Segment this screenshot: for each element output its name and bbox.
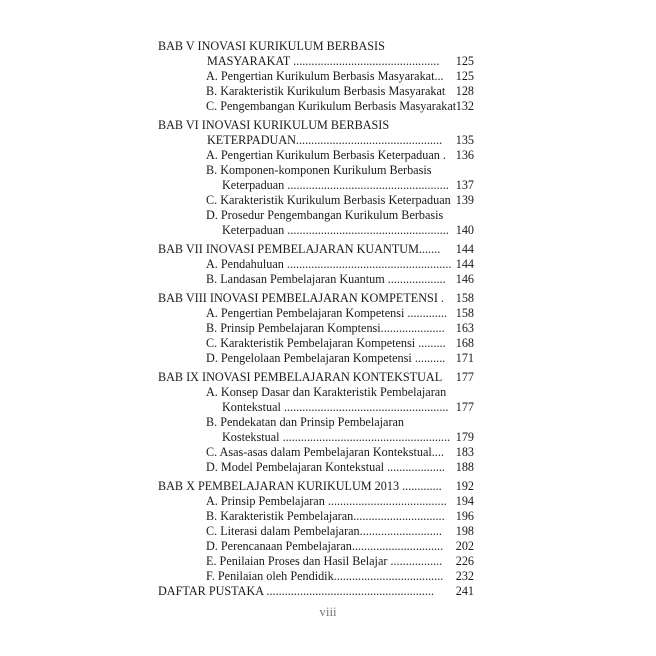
- toc-entry-title: A. Pengertian Pembelajaran Kompetensi .............: [206, 306, 447, 320]
- toc-entry-line: [158, 430, 474, 445]
- toc-page-number: 198: [455, 524, 474, 538]
- toc-page-number: 196: [455, 509, 474, 523]
- toc-chapter-line: [158, 291, 474, 306]
- toc-entry-title: D. Perencanaan Pembelajaran..............................: [206, 539, 444, 553]
- toc-entry-line: [158, 148, 474, 163]
- toc-entry-title: BAB VIII INOVASI PEMBELAJARAN KOMPETENSI .: [158, 291, 444, 305]
- toc-entry-line: [158, 69, 474, 84]
- toc-entry-title: BAB IX INOVASI PEMBELAJARAN KONTEKSTUAL: [158, 370, 443, 384]
- toc-page-number: 179: [455, 430, 474, 444]
- toc-entry-title: KETERPADUAN................................................: [207, 133, 443, 147]
- toc-page-number: 177: [455, 370, 474, 384]
- toc-entry-title: A. Prinsip Pembelajaran .......................................: [206, 494, 447, 508]
- toc-entry-line: [158, 569, 474, 584]
- toc-page-number: 168: [455, 336, 474, 350]
- toc-entry-line: [158, 178, 474, 193]
- toc-entry-line: [158, 208, 474, 223]
- toc-page-number: 158: [455, 306, 474, 320]
- toc-entry-line: [158, 133, 474, 148]
- toc-page-number: 158: [455, 291, 474, 305]
- table-of-contents: [158, 39, 474, 599]
- toc-entry-line: [158, 223, 474, 238]
- toc-entry-title: E. Penilaian Proses dan Hasil Belajar .................: [206, 554, 443, 568]
- toc-entry-line: [158, 272, 474, 287]
- toc-chapter-line: [158, 479, 474, 494]
- toc-entry-title: Keterpaduan .....................................................: [222, 223, 449, 237]
- toc-entry-title: Keterpaduan .....................................................: [222, 178, 449, 192]
- toc-page-number: 171: [455, 351, 474, 365]
- toc-entry-title: C. Karakteristik Kurikulum Berbasis Keterpaduan: [206, 193, 451, 207]
- toc-entry-title: C. Literasi dalam Pembelajaran...........................: [206, 524, 442, 538]
- toc-chapter-line: [158, 39, 474, 54]
- toc-entry-line: [158, 306, 474, 321]
- toc-entry-title: B. Prinsip Pembelajaran Komptensi.....................: [206, 321, 445, 335]
- toc-entry-line: [158, 539, 474, 554]
- toc-entry-title: A. Pengertian Kurikulum Berbasis Keterpaduan .: [206, 148, 446, 162]
- toc-page-number: 140: [455, 223, 474, 237]
- toc-page-number: 241: [455, 584, 474, 598]
- toc-entry-line: [158, 415, 474, 430]
- toc-entry-line: [158, 54, 474, 69]
- toc-chapter-line: [158, 118, 474, 133]
- toc-page-number: 226: [455, 554, 474, 568]
- toc-page-number: 163: [455, 321, 474, 335]
- toc-entry-line: [158, 84, 474, 99]
- toc-entry-title: BAB X PEMBELAJARAN KURIKULUM 2013 .............: [158, 479, 442, 493]
- toc-entry-line: [158, 193, 474, 208]
- toc-page-number: 194: [455, 494, 474, 508]
- toc-entry-line: [158, 163, 474, 178]
- toc-entry-title: B. Karakteristik Pembelajaran..............................: [206, 509, 445, 523]
- toc-entry-line: [158, 494, 474, 509]
- toc-entry-title: B. Landasan Pembelajaran Kuantum ...................: [206, 272, 446, 286]
- toc-entry-title: B. Pendekatan dan Prinsip Pembelajaran: [206, 415, 404, 429]
- toc-page-number: 125: [455, 69, 474, 83]
- toc-entry-title: A. Pendahuluan ......................................................: [206, 257, 452, 271]
- toc-entry-line: [158, 385, 474, 400]
- toc-entry-line: [158, 321, 474, 336]
- toc-entry-title: Kostekstual .......................................................: [222, 430, 451, 444]
- toc-entry-title: BAB VI INOVASI KURIKULUM BERBASIS: [158, 118, 390, 132]
- toc-entry-title: BAB V INOVASI KURIKULUM BERBASIS: [158, 39, 385, 53]
- toc-page-number: 188: [455, 460, 474, 474]
- toc-entry-title: Kontekstual ......................................................: [222, 400, 449, 414]
- toc-page-number: 128: [455, 84, 474, 98]
- toc-page-number: 177: [455, 400, 474, 414]
- toc-page-number: 146: [455, 272, 474, 286]
- toc-entry-title: B. Komponen-komponen Kurikulum Berbasis: [206, 163, 432, 177]
- toc-entry-line: [158, 351, 474, 366]
- toc-page-number: 202: [455, 539, 474, 553]
- toc-entry-line: [158, 445, 474, 460]
- toc-entry-line: [158, 554, 474, 569]
- toc-page-number: 125: [455, 54, 474, 68]
- toc-entry-line: [158, 336, 474, 351]
- toc-entry-title: C. Asas-asas dalam Pembelajaran Kontekstual....: [206, 445, 444, 459]
- toc-chapter-line: [158, 242, 474, 257]
- toc-entry-title: MASYARAKAT ................................................: [207, 54, 440, 68]
- toc-entry-title: C. Pengembangan Kurikulum Berbasis Masyarakat: [206, 99, 457, 113]
- toc-page-number: 137: [455, 178, 474, 192]
- toc-page-number: 135: [455, 133, 474, 147]
- toc-page-number: 132: [455, 99, 474, 113]
- toc-entry-title: F. Penilaian oleh Pendidik....................................: [206, 569, 444, 583]
- toc-entry-title: D. Pengelolaan Pembelajaran Kompetensi ..........: [206, 351, 446, 365]
- toc-entry-title: D. Prosedur Pengembangan Kurikulum Berbasis: [206, 208, 444, 222]
- toc-entry-title: BAB VII INOVASI PEMBELAJARAN KUANTUM.......: [158, 242, 441, 256]
- toc-page-number: 136: [455, 148, 474, 162]
- toc-chapter-line: [158, 370, 474, 385]
- toc-entry-line: [158, 400, 474, 415]
- toc-entry-line: [158, 99, 474, 114]
- toc-page-number: 139: [455, 193, 474, 207]
- toc-entry-title: A. Pengertian Kurikulum Berbasis Masyarakat...: [206, 69, 444, 83]
- toc-entry-line: [158, 509, 474, 524]
- toc-page-number: 192: [455, 479, 474, 493]
- toc-page-number: 183: [455, 445, 474, 459]
- toc-entry-title: A. Konsep Dasar dan Karakteristik Pembelajaran: [206, 385, 447, 399]
- toc-chapter-line: [158, 584, 474, 599]
- toc-entry-line: [158, 460, 474, 475]
- toc-entry-title: C. Karakteristik Pembelajaran Kompetensi .........: [206, 336, 446, 350]
- toc-entry-line: [158, 257, 474, 272]
- page-number: viii: [319, 604, 337, 619]
- toc-entry-title: D. Model Pembelajaran Kontekstual ...................: [206, 460, 445, 474]
- toc-page-number: 232: [455, 569, 474, 583]
- toc-page-number: 144: [455, 257, 474, 271]
- toc-entry-line: [158, 524, 474, 539]
- toc-page-number: 144: [455, 242, 474, 256]
- toc-entry-title: B. Karakteristik Kurikulum Berbasis Masyarakat: [206, 84, 446, 98]
- toc-entry-title: DAFTAR PUSTAKA .......................................................: [158, 584, 435, 598]
